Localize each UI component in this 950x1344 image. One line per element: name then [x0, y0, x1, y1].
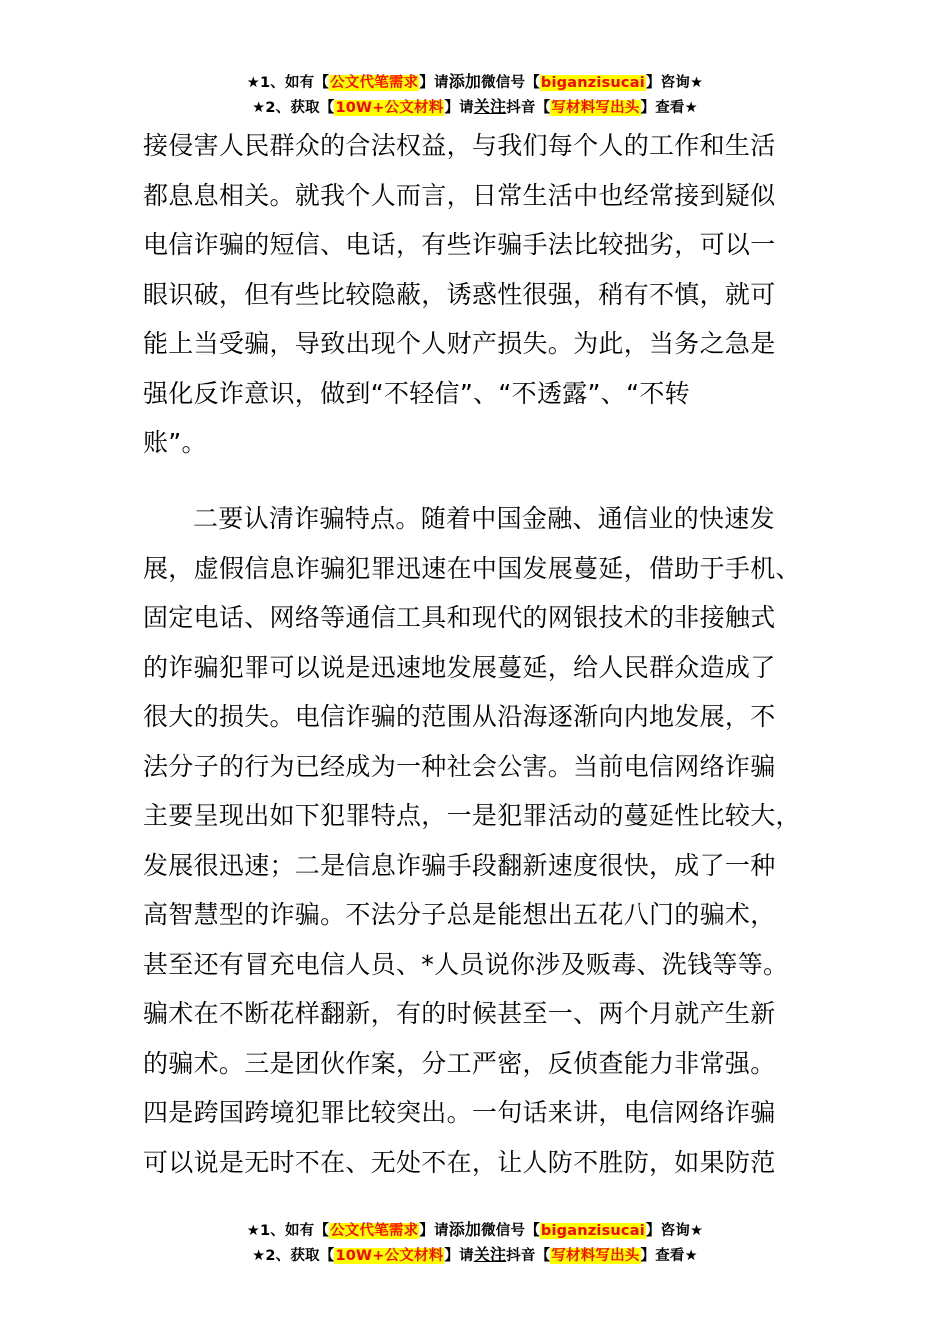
highlight-materials: 10W+公文材料: [335, 100, 444, 116]
footer-banner: [0, 1218, 950, 1268]
banner-text: ★2、获取【: [252, 1248, 335, 1264]
paragraph-1: [143, 121, 813, 468]
banner-text: 】请: [444, 1248, 474, 1264]
banner-text: 】请: [419, 75, 449, 91]
text-line: 强化反诈意识，做到“不轻信”、“不透露”、“不转: [143, 378, 690, 408]
banner-text: 】请: [419, 1223, 449, 1239]
text-line: 发展很迅速；二是信息诈骗手段翻新速度很快，成了一种: [143, 850, 776, 880]
text-line: 主要呈现出如下犯罪特点，一是犯罪活动的蔓延性比较大，: [143, 801, 801, 830]
text-line: 的诈骗犯罪可以说是迅速地发展蔓延，给人民群众造成了: [143, 652, 776, 682]
banner-text: 】咨询★: [645, 75, 704, 91]
highlight-materials: 10W+公文材料: [335, 1248, 444, 1264]
text-line: 接侵害人民群众的合法权益，与我们每个人的工作和生活: [143, 131, 776, 160]
banner-text: 微信号【: [481, 75, 540, 91]
banner-emphasis: 关注: [473, 97, 507, 116]
douyin-account: 写材料写出头: [551, 100, 640, 116]
text-line: 法分子的行为已经成为一种社会公害。当前电信网络诈骗: [143, 751, 776, 781]
text-line: 都息息相关。就我个人而言，日常生活中也经常接到疑似: [143, 180, 776, 210]
banner-text: ★1、如有【: [246, 1223, 330, 1239]
text-line: 四是跨国跨境犯罪比较突出。一句话来讲，电信网络诈骗: [143, 1098, 776, 1127]
banner-line-1: [0, 70, 950, 95]
highlight-service: 公文代笔需求: [330, 75, 419, 91]
banner-text: 】请: [444, 100, 474, 116]
banner-text: 抖音【: [506, 100, 551, 116]
text-line: 固定电话、网络等通信工具和现代的网银技术的非接触式: [143, 603, 776, 632]
banner-line-2: [0, 1243, 950, 1268]
wechat-id: biganzisucai: [540, 1223, 645, 1239]
banner-text: 】咨询★: [645, 1223, 704, 1239]
text-line: 二要认清诈骗特点。随着中国金融、通信业的快速发: [193, 504, 775, 533]
banner-text: 微信号【: [481, 1223, 540, 1239]
banner-text: ★2、获取【: [252, 100, 335, 116]
text-line: 甚至还有冒充电信人员、*人员说你涉及贩毒、洗钱等等。: [143, 949, 789, 979]
text-line: 很大的损失。电信诈骗的范围从沿海逐渐向内地发展，不: [143, 702, 776, 731]
banner-text: 抖音【: [506, 1248, 551, 1264]
text-line: 的骗术。三是团伙作案，分工严密，反侦查能力非常强。: [143, 1048, 776, 1078]
wechat-id: biganzisucai: [540, 75, 645, 91]
banner-text: ★1、如有【: [246, 75, 330, 91]
text-line: 电信诈骗的短信、电话，有些诈骗手法比较拙劣，可以一: [143, 230, 776, 259]
header-banner: [0, 70, 950, 120]
paragraph-2: [143, 494, 813, 1187]
text-line: 账”。: [143, 428, 207, 457]
banner-line-1: [0, 1218, 950, 1243]
highlight-service: 公文代笔需求: [330, 1223, 419, 1239]
text-line: 可以说是无时不在、无处不在，让人防不胜防，如果防范: [143, 1147, 776, 1177]
banner-emphasis: 添加: [448, 72, 482, 91]
banner-text: 】查看★: [640, 100, 698, 116]
text-line: 高智慧型的诈骗。不法分子总是能想出五花八门的骗术，: [143, 900, 776, 929]
douyin-account: 写材料写出头: [551, 1248, 640, 1264]
banner-line-2: [0, 95, 950, 120]
text-line: 骗术在不断花样翻新，有的时候甚至一、两个月就产生新: [143, 999, 776, 1028]
banner-text: 】查看★: [640, 1248, 698, 1264]
banner-emphasis: 添加: [448, 1220, 482, 1239]
text-line: 能上当受骗，导致出现个人财产损失。为此，当务之急是: [143, 329, 776, 358]
text-line: 展，虚假信息诈骗犯罪迅速在中国发展蔓延，借助于手机、: [143, 553, 801, 583]
banner-emphasis: 关注: [473, 1245, 507, 1264]
text-line: 眼识破，但有些比较隐蔽，诱惑性很强，稍有不慎，就可: [143, 279, 776, 309]
